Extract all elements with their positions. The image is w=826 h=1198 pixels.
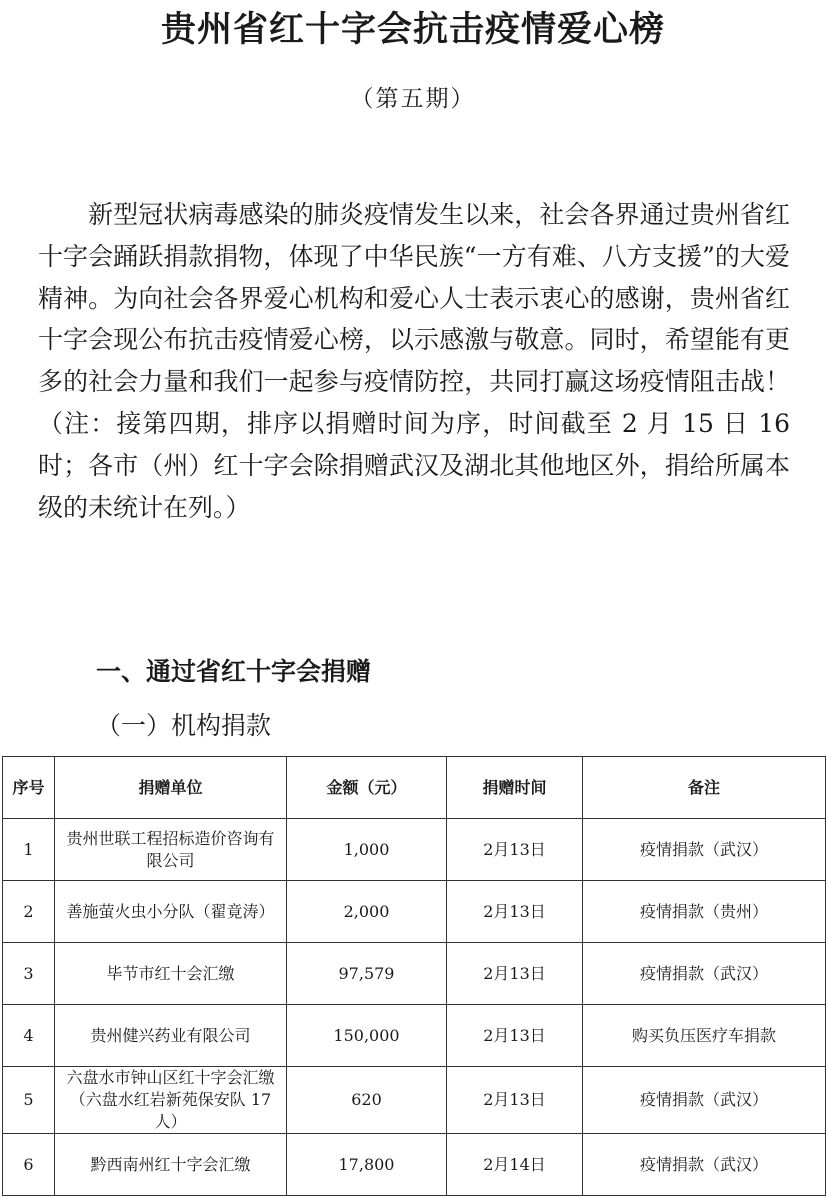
header-donor: 捐赠单位 xyxy=(55,757,287,819)
row-date: 2月14日 xyxy=(447,1134,583,1196)
header-note: 备注 xyxy=(583,757,826,819)
page-title: 贵州省红十字会抗击疫情爱心榜 xyxy=(160,10,665,50)
row-donor: 黔西南州红十字会汇缴 xyxy=(55,1134,287,1196)
issue-number: （第五期） xyxy=(350,86,476,112)
row-note: 疫情捐款（贵州） xyxy=(583,881,826,943)
row-date: 2月13日 xyxy=(447,1067,583,1134)
header-amount: 金额（元） xyxy=(287,757,447,819)
row-date: 2月13日 xyxy=(447,1005,583,1067)
table-row xyxy=(3,1005,826,1067)
row-donor: 贵州健兴药业有限公司 xyxy=(55,1005,287,1067)
row-note: 疫情捐款（武汉） xyxy=(583,943,826,1005)
row-date: 2月13日 xyxy=(447,819,583,881)
row-amount: 620 xyxy=(287,1067,447,1134)
header-no: 序号 xyxy=(3,757,55,819)
row-note: 疫情捐款（武汉） xyxy=(583,1134,826,1196)
row-no: 4 xyxy=(3,1005,55,1067)
donation-table xyxy=(2,756,826,1196)
row-amount: 1,000 xyxy=(287,819,447,881)
row-no: 3 xyxy=(3,943,55,1005)
table-row xyxy=(3,1067,826,1134)
intro-paragraph xyxy=(38,194,790,528)
row-amount: 17,800 xyxy=(287,1134,447,1196)
row-date: 2月13日 xyxy=(447,943,583,1005)
row-no: 6 xyxy=(3,1134,55,1196)
row-note: 购买负压医疗车捐款 xyxy=(583,1005,826,1067)
row-date: 2月13日 xyxy=(447,881,583,943)
row-no: 5 xyxy=(3,1067,55,1134)
section-heading: 一、通过省红十字会捐赠 xyxy=(96,657,372,686)
header-date: 捐赠时间 xyxy=(447,757,583,819)
subsection-heading: （一）机构捐款 xyxy=(96,711,272,740)
row-no: 2 xyxy=(3,881,55,943)
table-header-row xyxy=(3,757,826,819)
row-donor: 六盘水市钟山区红十字会汇缴（六盘水红岩新苑保安队 17 人） xyxy=(55,1067,287,1134)
row-no: 1 xyxy=(3,819,55,881)
table-row xyxy=(3,881,826,943)
table-row xyxy=(3,819,826,881)
row-donor: 毕节市红十会汇缴 xyxy=(55,943,287,1005)
row-amount: 97,579 xyxy=(287,943,447,1005)
row-amount: 150,000 xyxy=(287,1005,447,1067)
row-note: 疫情捐款（武汉） xyxy=(583,819,826,881)
row-amount: 2,000 xyxy=(287,881,447,943)
intro-text: 新型冠状病毒感染的肺炎疫情发生以来，社会各界通过贵州省红十字会踊跃捐款捐物，体现了中华民族“一方有难、八方支援”的大爱精神。为向社会各界爱心机构和爱心人士表示衷心的感谢，贵州省红十字会现公布抗击疫情爱心榜，以示感激与敬意。同时，希望能有更多的社会力量和我们一起参与疫情防控，共同打赢这场疫情阻击战！（注：接第四期，排序以捐赠时间为序，时间截至 2 月 15 日 16 时；各市（州）红十字会除捐赠武汉及湖北其他地区外，捐给所属本级的未统计在列。） xyxy=(38,200,790,522)
table-row xyxy=(3,943,826,1005)
row-donor: 贵州世联工程招标造价咨询有限公司 xyxy=(55,819,287,881)
table-row xyxy=(3,1134,826,1196)
row-donor: 善施萤火虫小分队（翟竟涛） xyxy=(55,881,287,943)
row-note: 疫情捐款（武汉） xyxy=(583,1067,826,1134)
